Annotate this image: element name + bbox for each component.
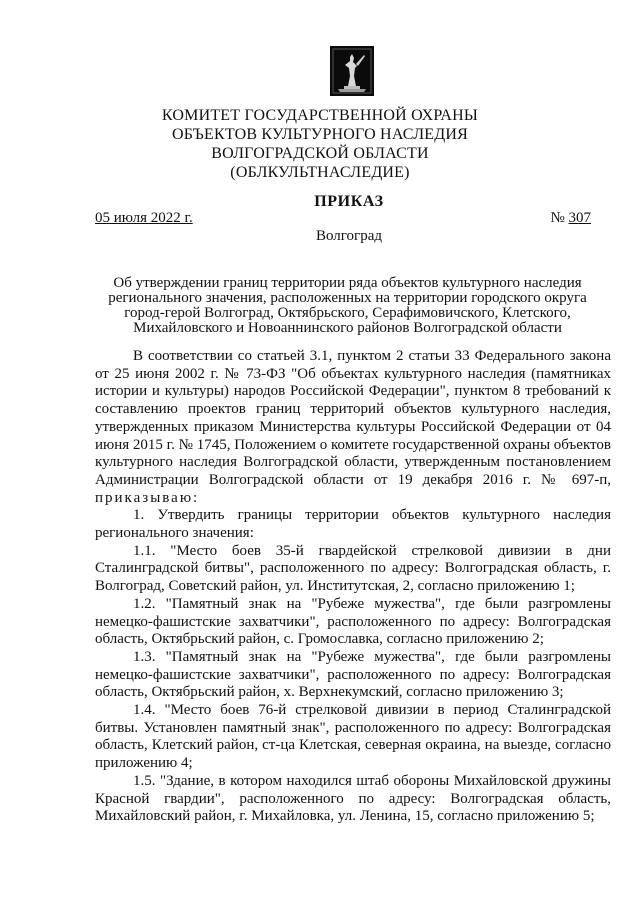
committee-name-line-3: ВОЛГОГРАДСКОЙ ОБЛАСТИ: [211, 145, 429, 162]
order-number-value: 307: [568, 210, 591, 226]
item-1-3: 1.3. "Памятный знак на "Рубеже мужества", где были разгромлены немецко-фашистские захватчики", расположенного по адресу: Волгоградская область, Октябрьский район, х. Верхнекумский, согласно приложению 3;: [95, 648, 611, 701]
emblem-graphic: [330, 46, 374, 96]
preamble-paragraph: [95, 348, 611, 507]
order-body: [95, 348, 611, 826]
committee-name-line-1: КОМИТЕТ ГОСУДАРСТВЕННОЙ ОХРАНЫ: [161, 107, 479, 124]
order-date: 05 июля 2022 г.: [95, 210, 193, 226]
committee-name-line-2: ОБЪЕКТОВ КУЛЬТУРНОГО НАСЛЕДИЯ: [171, 126, 469, 143]
document-title: ПРИКАЗ: [314, 193, 384, 210]
preamble-text: В соответствии со статьей 3.1, пунктом 2 статьи 33 Федерального закона от 25 июня 2002 г. № 73-ФЗ "Об объектах культурного наследия (памятниках истории и культуры) народов Российской Федерации", пунктом 8 требований к составлению проектов границ территорий объектов культурного наследия, утвержденных приказом Министерства культуры Российской Федерации от 04 июня 2015 г. № 1745, Положением о комитете государственной охраны объектов культурного наследия Волгоградской области, утвержденным постановлением Администрации Волгоградской области от 19 декабря 2016 г. № 697-п,: [95, 348, 611, 488]
committee-short-name: (ОБЛКУЛЬТНАСЛЕДИЕ): [230, 164, 410, 181]
item-1-1: 1.1. "Место боев 35-й гвардейской стрелковой дивизии в дни Сталинградской битвы", расположенного по адресу: Волгоградская область, г. Волгоград, Советский район, ул. Институтская, 2, согласно приложению 1;: [95, 542, 611, 595]
order-word: приказываю:: [95, 489, 200, 506]
order-number: [550, 210, 591, 227]
order-subject: Об утверждении границ территории ряда объектов культурного наследия регионального значения, расположенных на территории городского округа город-герой Волгоград, Октябрьского, Серафимовичского, Клетского, Михайловского и Новоаннинского районов Волгоградской области: [108, 275, 587, 336]
point-1-paragraph: 1. Утвердить границы территории объектов культурного наследия регионального значения:: [95, 507, 611, 542]
item-1-2: 1.2. "Памятный знак на "Рубеже мужества", где были разгромлены немецко-фашистские захватчики", расположенного по адресу: Волгоградская область, Октябрьский район, с. Громославка, согласно приложению 2;: [95, 595, 611, 648]
order-number-prefix: №: [550, 210, 569, 226]
item-1-5: 1.5. "Здание, в котором находился штаб обороны Михайловской дружины Красной гвардии", расположенного по адресу: Волгоградская область, Михайловский район, г. Михайловка, ул. Ленина, 15, согласно приложению 5;: [95, 772, 611, 825]
volgograd-coat-of-arms-emblem: [330, 46, 374, 96]
order-city: Волгоград: [315, 228, 382, 244]
item-1-4: 1.4. "Место боев 76-й стрелковой дивизии в период Сталинградской битвы. Установлен памятный знак", расположенного по адресу: Волгоградская область, Клетский район, ст-ца Клетская, северная окраина, на выезде, согласно приложению 4;: [95, 702, 611, 772]
